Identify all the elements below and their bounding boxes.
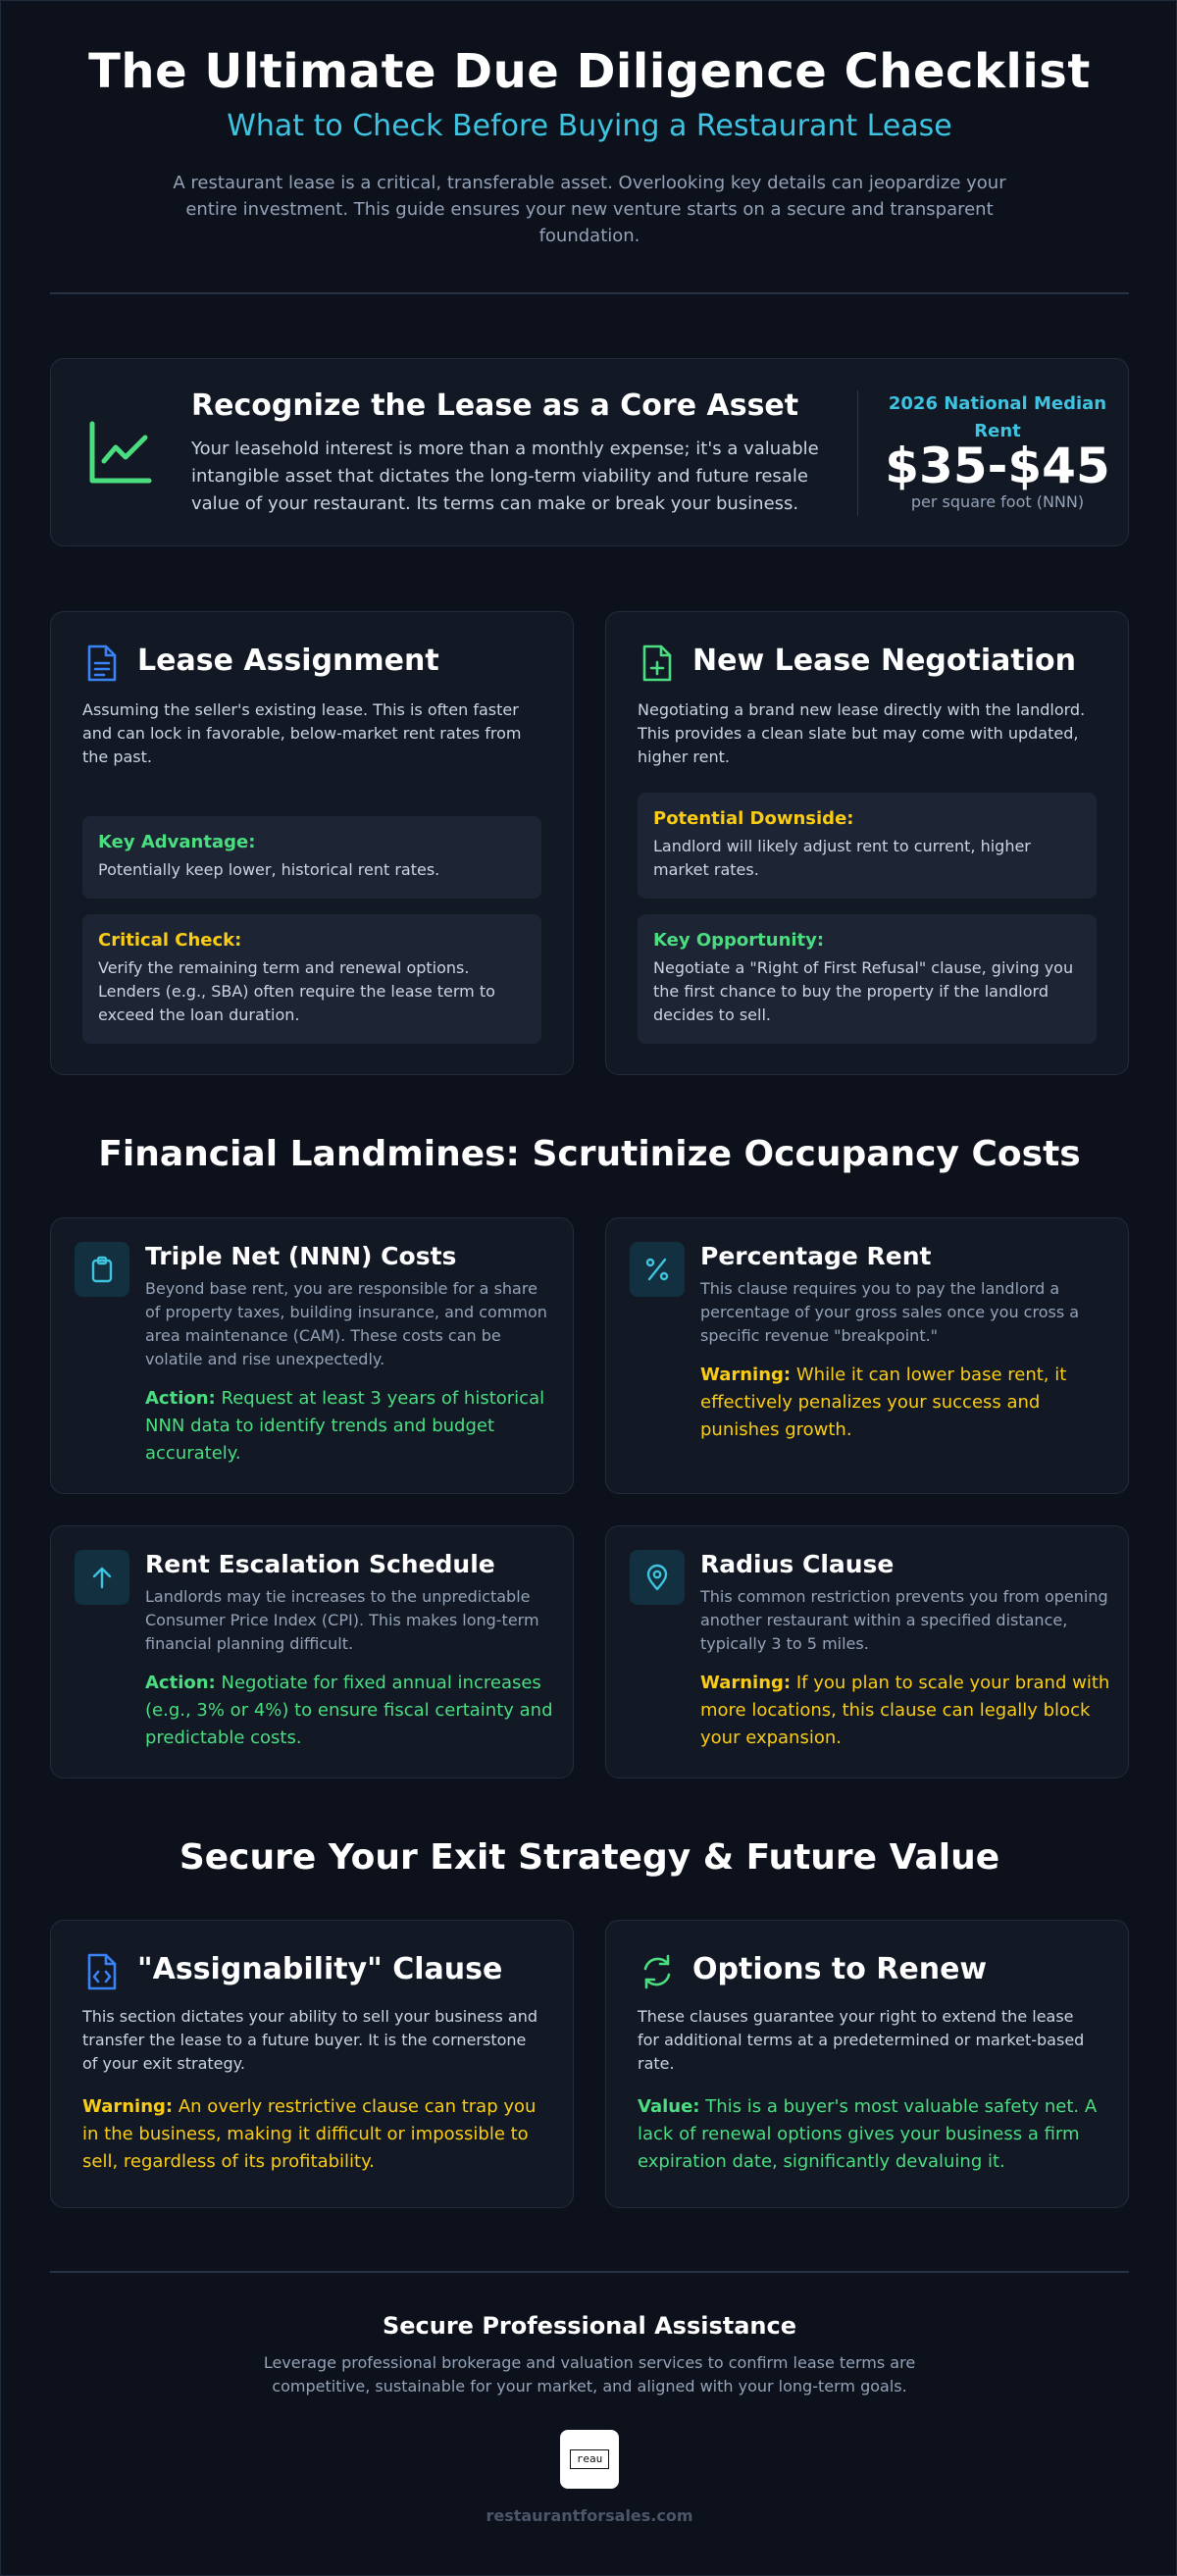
core-asset-title: Recognize the Lease as a Core Asset xyxy=(191,388,799,423)
divider xyxy=(50,2271,1129,2273)
icon-tile xyxy=(75,1242,129,1297)
divider xyxy=(50,292,1129,294)
cost-note xyxy=(145,1385,557,1468)
cost-text: Landlords may tie increases to the unpredictable Consumer Price Index (CPI). This makes long-term financial planning difficult. xyxy=(145,1587,539,1653)
note-label: Value: xyxy=(638,2096,700,2117)
refresh-icon xyxy=(640,1952,675,1991)
box-text: Landlord will likely adjust rent to current, higher market rates. xyxy=(653,837,1031,879)
exit-text: This section dictates your ability to sell your business and transfer the lease to a future buyer. It is the cornerstone of your exit strategy. xyxy=(82,2007,537,2073)
icon-tile xyxy=(75,1550,129,1605)
exit-title: "Assignability" Clause xyxy=(137,1952,503,1986)
note-label: Warning: xyxy=(82,2096,174,2117)
cost-note xyxy=(700,1670,1112,1752)
footer-title: Secure Professional Assistance xyxy=(382,2312,797,2340)
note-label: Warning: xyxy=(700,1365,792,1385)
exit-note xyxy=(82,2093,543,2176)
option-text: Negotiating a brand new lease directly with the landlord. This provides a clean slate but may come with updated, higher rent. xyxy=(638,700,1086,766)
cost-card-nnn xyxy=(50,1217,574,1494)
note-text: While it can lower base rent, it effectively penalizes your success and punishes growth. xyxy=(700,1365,1067,1440)
arrow-up-icon xyxy=(88,1564,116,1591)
exit-text: These clauses guarantee your right to extend the lease for additional terms at a predetermined or market-based rate. xyxy=(638,2007,1085,2073)
page-subtitle: What to Check Before Buying a Restaurant Lease xyxy=(227,109,952,143)
line-chart-icon xyxy=(86,418,157,489)
option-title: Lease Assignment xyxy=(137,644,439,678)
box-text: Potentially keep lower, historical rent rates. xyxy=(98,860,440,879)
exit-note xyxy=(638,2093,1099,2176)
renew-card xyxy=(605,1920,1129,2208)
stat-unit: per square foot (NNN) xyxy=(910,492,1085,511)
note-label: Warning: xyxy=(700,1673,792,1693)
box-heading: Critical Check: xyxy=(98,930,242,951)
percent-icon xyxy=(643,1256,671,1283)
cost-card-percentage xyxy=(605,1217,1129,1494)
icon-tile xyxy=(630,1242,685,1297)
icon-tile xyxy=(630,1550,685,1605)
footer-text: Leverage professional brokerage and valuation services to confirm lease terms are competitive, sustainable for your market, and aligned with your long-term goals. xyxy=(263,2353,916,2396)
financial-section-title: Financial Landmines: Scrutinize Occupancy Costs xyxy=(98,1134,1081,1174)
note-text: If you plan to scale your brand with more locations, this clause can legally block your expansion. xyxy=(700,1673,1110,1748)
cost-title: Radius Clause xyxy=(700,1550,895,1578)
document-plus-icon xyxy=(640,644,675,683)
brand-logo xyxy=(560,2430,619,2489)
note-text: An overly restrictive clause can trap you in the business, making it difficult or impossible to sell, regardless of its profitability. xyxy=(82,2096,537,2172)
note-label: Action: xyxy=(145,1388,216,1409)
box-text: Negotiate a "Right of First Refusal" clause, giving you the first chance to buy the property if the landlord decides to sell. xyxy=(653,958,1074,1024)
logo-mark: reau xyxy=(570,2449,609,2469)
cost-note xyxy=(700,1362,1112,1444)
intro-text: A restaurant lease is a critical, transferable asset. Overlooking key details can jeopardize your entire investment. This guide ensures your new venture starts on a secure and transparent foundation. xyxy=(173,173,1006,246)
stat-label: 2026 National Median Rent xyxy=(888,393,1107,441)
stat-divider xyxy=(857,390,858,516)
cost-title: Triple Net (NNN) Costs xyxy=(145,1242,457,1270)
file-code-icon xyxy=(84,1952,120,1991)
note-text: Request at least 3 years of historical NNN data to identify trends and budget accurately. xyxy=(145,1388,545,1464)
exit-section-title: Secure Your Exit Strategy & Future Value xyxy=(179,1837,1000,1878)
cost-title: Percentage Rent xyxy=(700,1242,932,1270)
document-icon xyxy=(84,644,120,683)
clipboard-icon xyxy=(88,1256,116,1283)
exit-title: Options to Renew xyxy=(692,1952,988,1986)
cost-card-escalation xyxy=(50,1525,574,1778)
cost-text: Beyond base rent, you are responsible for a share of property taxes, building insurance, and common area maintenance (CAM). These costs can be volatile and rise unexpectedly. xyxy=(145,1279,547,1368)
cost-title: Rent Escalation Schedule xyxy=(145,1550,495,1578)
option-text: Assuming the seller's existing lease. This is often faster and can lock in favorable, below-market rent rates from the past. xyxy=(82,700,522,766)
core-asset-card xyxy=(50,358,1129,546)
lease-assignment-card xyxy=(50,611,574,1075)
key-advantage-box xyxy=(82,816,541,899)
new-lease-card xyxy=(605,611,1129,1075)
cost-text: This clause requires you to pay the landlord a percentage of your gross sales once you cross a specific revenue "breakpoint." xyxy=(700,1279,1080,1345)
note-text: This is a buyer's most valuable safety net. A lack of renewal options gives your business a firm expiration date, significantly devaluing it. xyxy=(638,2096,1098,2172)
critical-check-box xyxy=(82,914,541,1044)
cost-text: This common restriction prevents you from opening another restaurant within a specified distance, typically 3 to 5 miles. xyxy=(700,1587,1108,1653)
box-text: Verify the remaining term and renewal options. Lenders (e.g., SBA) often require the lease term to exceed the loan duration. xyxy=(98,958,495,1024)
note-text: Negotiate for fixed annual increases (e.g., 3% or 4%) to ensure fiscal certainty and predictable costs. xyxy=(145,1673,553,1748)
footer-url: restaurantforsales.com xyxy=(486,2506,693,2525)
core-asset-text: Your leasehold interest is more than a monthly expense; it's a valuable intangible asset that dictates the long-term viability and future resale value of your restaurant. Its terms can make or break your business. xyxy=(191,438,819,514)
cost-card-radius xyxy=(605,1525,1129,1778)
box-heading: Key Advantage: xyxy=(98,832,256,852)
key-opportunity-box xyxy=(638,914,1097,1044)
map-pin-icon xyxy=(643,1564,671,1591)
potential-downside-box xyxy=(638,793,1097,899)
box-heading: Potential Downside: xyxy=(653,808,854,829)
stat-value: $35-$45 xyxy=(885,438,1110,494)
page-title: The Ultimate Due Diligence Checklist xyxy=(88,44,1091,99)
cost-note xyxy=(145,1670,557,1752)
note-label: Action: xyxy=(145,1673,216,1693)
assignability-card xyxy=(50,1920,574,2208)
option-title: New Lease Negotiation xyxy=(692,644,1076,678)
box-heading: Key Opportunity: xyxy=(653,930,825,951)
